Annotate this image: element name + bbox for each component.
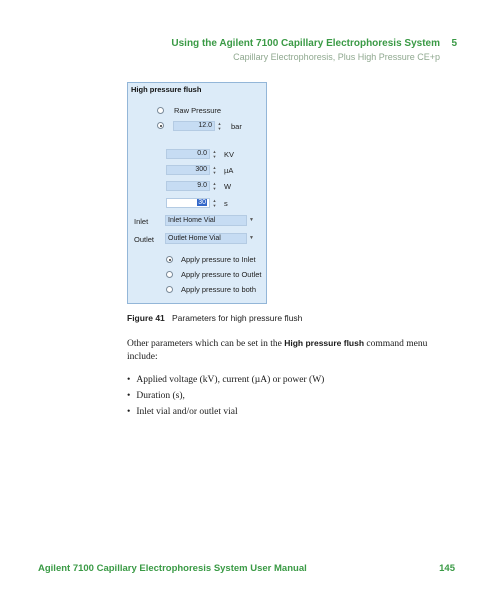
- inlet-select[interactable]: Inlet Home Vial: [165, 215, 247, 226]
- intro-text-start: Other parameters which can be set in the: [127, 339, 285, 349]
- raw-pressure-radio[interactable]: [157, 107, 164, 114]
- chapter-number: 5: [451, 38, 457, 49]
- manual-title: Agilent 7100 Capillary Electrophoresis System User Manual: [38, 563, 307, 574]
- pressure-spinner-icon[interactable]: ▲ ▼: [217, 121, 222, 131]
- apply-both-label: Apply pressure to both: [181, 285, 257, 294]
- power-input[interactable]: 9.0: [166, 181, 210, 191]
- duration-value: 30: [198, 199, 206, 206]
- voltage-unit: KV: [224, 150, 235, 159]
- page-number: 145: [439, 563, 455, 574]
- voltage-input[interactable]: 0.0: [166, 149, 210, 159]
- current-input[interactable]: 300: [166, 165, 210, 175]
- outlet-label: Outlet: [134, 235, 155, 244]
- pressure-unit: bar: [231, 122, 242, 131]
- high-pressure-flush-panel: [127, 82, 267, 304]
- apply-outlet-radio[interactable]: [166, 271, 173, 278]
- power-spinner-icon[interactable]: ▲ ▼: [212, 181, 217, 191]
- raw-pressure-label: Raw Pressure: [174, 106, 222, 115]
- duration-input[interactable]: [166, 198, 210, 208]
- list-item: • Inlet vial and/or outlet vial: [127, 404, 457, 420]
- current-unit: µA: [224, 166, 234, 175]
- duration-spinner-icon[interactable]: ▲ ▼: [212, 198, 217, 208]
- pressure-input[interactable]: 12.0: [173, 121, 215, 131]
- power-unit: W: [224, 182, 232, 191]
- chapter-title: Using the Agilent 7100 Capillary Electrophoresis System: [171, 38, 440, 49]
- inlet-chevron-down-icon[interactable]: ▼: [249, 217, 254, 223]
- pressure-value-radio[interactable]: [157, 122, 164, 129]
- list-item: • Applied voltage (kV), current (µA) or power (W): [127, 372, 457, 388]
- duration-unit: s: [224, 199, 228, 208]
- outlet-chevron-down-icon[interactable]: ▼: [249, 235, 254, 241]
- apply-inlet-label: Apply pressure to Inlet: [181, 255, 256, 264]
- current-spinner-icon[interactable]: ▲ ▼: [212, 165, 217, 175]
- apply-both-radio[interactable]: [166, 286, 173, 293]
- parameter-list: [127, 372, 457, 420]
- intro-paragraph: [127, 337, 457, 364]
- voltage-spinner-icon[interactable]: ▲ ▼: [212, 149, 217, 159]
- apply-inlet-radio[interactable]: [166, 256, 173, 263]
- list-item: • Duration (s),: [127, 388, 457, 404]
- panel-title: High pressure flush: [131, 85, 202, 94]
- intro-text-end: command menu include:: [127, 339, 428, 362]
- outlet-select[interactable]: Outlet Home Vial: [165, 233, 247, 244]
- intro-command-name: High pressure flush: [284, 338, 365, 348]
- figure-caption: Parameters for high pressure flush: [172, 313, 303, 323]
- inlet-label: Inlet: [134, 217, 149, 226]
- apply-outlet-label: Apply pressure to Outlet: [181, 270, 262, 279]
- section-subtitle: Capillary Electrophoresis, Plus High Pressure CE+p: [233, 52, 440, 62]
- figure-number: Figure 41: [127, 313, 165, 323]
